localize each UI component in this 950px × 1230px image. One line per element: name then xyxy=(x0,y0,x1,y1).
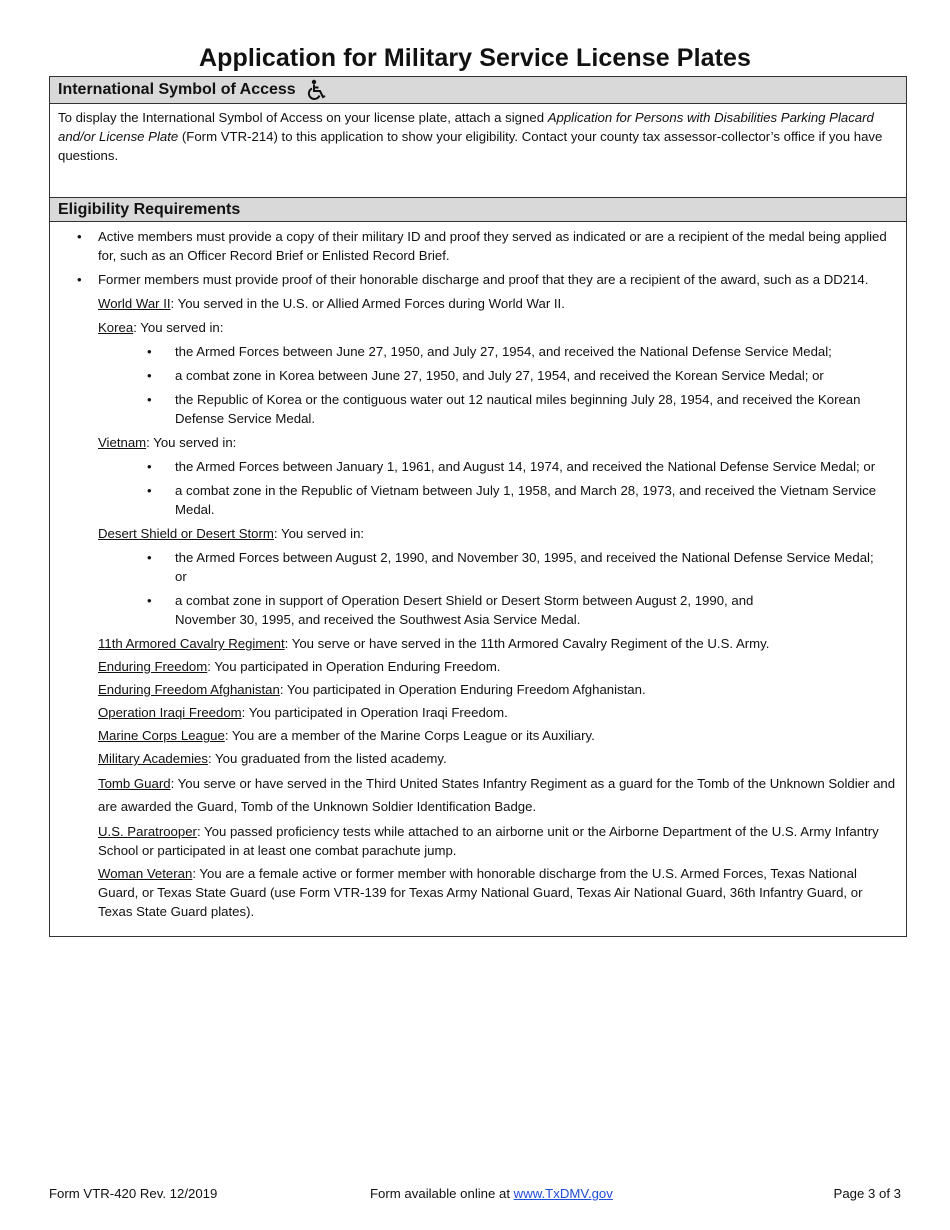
list-item xyxy=(50,591,906,629)
iraqi-label: Operation Iraqi Freedom xyxy=(98,705,242,720)
marine-text: : You are a member of the Marine Corps League or its Auxiliary. xyxy=(224,728,595,743)
paratrooper-paragraph xyxy=(50,822,906,860)
korea-item-2: a combat zone in Korea between June 27, 1950, and July 27, 1954, and received the Korean Service Medal; or xyxy=(175,368,824,383)
academies-paragraph xyxy=(50,749,906,768)
eligibility-bullet-former: Former members must provide proof of their honorable discharge and proof that they are a recipient of the award, such as a DD214. xyxy=(98,272,869,287)
ww2-paragraph xyxy=(50,294,906,313)
tomb-text: : You serve or have served in the Third United States Infantry Regiment as a guard for the Tomb of the Unknown Soldier and are awarded the Guard, Tomb of the Unknown Soldier Identification Badge. xyxy=(98,776,896,814)
list-item xyxy=(50,457,906,476)
access-text-after: (Form VTR-214) to this application to show your eligibility. Contact your county tax assessor-collector’s office if you have questions. xyxy=(58,129,883,163)
bullet-icon: • xyxy=(147,368,152,383)
vietnam-label: Vietnam xyxy=(98,435,147,450)
bullet-icon: • xyxy=(77,272,82,287)
footer-page-number: Page 3 of 3 xyxy=(833,1186,901,1201)
korea-item-3: the Republic of Korea or the contiguous water out 12 nautical miles beginning July 28, 1954, and received the Korean Defense Service Medal. xyxy=(175,392,861,426)
desert-label: Desert Shield or Desert Storm xyxy=(98,526,274,541)
access-instructions xyxy=(50,104,906,197)
list-item xyxy=(50,481,906,519)
korea-label: Korea xyxy=(98,320,134,335)
eligibility-bullet-active: Active members must provide a copy of their military ID and proof they served as indicated or are a recipient of the medal being applied for, such as an Officer Record Brief or Enlisted Record Brief. xyxy=(98,229,887,263)
vietnam-item-2: a combat zone in the Republic of Vietnam between July 1, 1958, and March 28, 1973, and received the Vietnam Service Medal. xyxy=(175,483,877,517)
desert-text: : You served in: xyxy=(273,526,365,541)
footer-online-prefix: Form available online at xyxy=(370,1186,514,1201)
eligibility-content xyxy=(50,222,906,921)
desert-item-1: the Armed Forces between August 2, 1990, and November 30, 1995, and received the National Defense Service Medal; or xyxy=(175,550,874,584)
footer-online xyxy=(370,1186,613,1201)
korea-text: : You served in: xyxy=(133,320,224,335)
cavalry-label: 11th Armored Cavalry Regiment xyxy=(98,636,285,651)
desert-paragraph xyxy=(50,524,906,543)
eligibility-section-header xyxy=(50,197,906,222)
list-item xyxy=(50,390,906,428)
form-panel xyxy=(49,76,907,937)
ww2-text: : You served in the U.S. or Allied Armed Forces during World War II. xyxy=(170,296,565,311)
bullet-icon: • xyxy=(147,593,152,608)
access-form-title: Application for Persons with Disabilities Parking Placard and/or License Plate xyxy=(58,110,874,144)
korea-paragraph xyxy=(50,318,906,337)
footer-form-id: Form VTR-420 Rev. 12/2019 xyxy=(49,1186,218,1201)
bullet-icon: • xyxy=(77,229,82,244)
paratrooper-text: : You passed proficiency tests while attached to an airborne unit or the Airborne Department of the U.S. Army Infantry School or participated in at least one combat parachute jump. xyxy=(98,824,879,858)
list-item xyxy=(50,270,906,289)
academies-label: Military Academies xyxy=(98,751,208,766)
afghanistan-text: : You participated in Operation Enduring Freedom Afghanistan. xyxy=(279,682,646,697)
tomb-paragraph xyxy=(50,772,906,818)
txdmv-link[interactable]: www.TxDMV.gov xyxy=(513,1186,613,1201)
woman-label: Woman Veteran xyxy=(98,866,193,881)
afghanistan-label: Enduring Freedom Afghanistan xyxy=(98,682,280,697)
bullet-icon: • xyxy=(147,392,152,407)
woman-text: : You are a female active or former member with honorable discharge from the U.S. Armed Forces, Texas National Guard, or Texas State Guard (use Form VTR-139 for Texas Army National Guard, Texas Air National Guard, 36th Infantry Guard, or Texas State Guard plates). xyxy=(98,866,863,919)
marine-label: Marine Corps League xyxy=(98,728,225,743)
korea-item-1: the Armed Forces between June 27, 1950, and July 27, 1954, and received the National Defense Service Medal; xyxy=(175,344,832,359)
cavalry-paragraph xyxy=(50,634,906,653)
woman-paragraph xyxy=(50,864,906,921)
access-header-label: International Symbol of Access xyxy=(58,81,296,98)
iraqi-text: : You participated in Operation Iraqi Freedom. xyxy=(241,705,508,720)
bullet-icon: • xyxy=(147,550,152,565)
ww2-label: World War II xyxy=(98,296,171,311)
iraqi-paragraph xyxy=(50,703,906,722)
enduring-paragraph xyxy=(50,657,906,676)
enduring-label: Enduring Freedom xyxy=(98,659,208,674)
tomb-label: Tomb Guard xyxy=(98,776,171,791)
paratrooper-label: U.S. Paratrooper xyxy=(98,824,197,839)
access-section-header xyxy=(50,77,906,104)
list-item xyxy=(50,548,906,586)
page-title: Application for Military Service License Plates xyxy=(198,44,752,72)
bullet-icon: • xyxy=(147,344,152,359)
list-item xyxy=(50,366,906,385)
vietnam-paragraph xyxy=(50,433,906,452)
list-item xyxy=(50,342,906,361)
eligibility-header-label: Eligibility Requirements xyxy=(58,200,241,218)
vietnam-item-1: the Armed Forces between January 1, 1961, and August 14, 1974, and received the National Defense Service Medal; or xyxy=(175,459,876,474)
wheelchair-accessibility-icon xyxy=(306,79,328,101)
academies-text: : You graduated from the listed academy. xyxy=(207,751,447,766)
afghanistan-paragraph xyxy=(50,680,906,699)
desert-item-2: a combat zone in support of Operation Desert Shield or Desert Storm between August 2, 1990, and November 30, 1995, and received the Southwest Asia Service Medal. xyxy=(175,593,754,627)
vietnam-text: : You served in: xyxy=(146,435,237,450)
access-text-before: To display the International Symbol of Access on your license plate, attach a signed xyxy=(58,110,548,125)
bullet-icon: • xyxy=(147,483,152,498)
bullet-icon: • xyxy=(147,459,152,474)
enduring-text: : You participated in Operation Enduring Freedom. xyxy=(207,659,501,674)
cavalry-text: : You serve or have served in the 11th Armored Cavalry Regiment of the U.S. Army. xyxy=(284,636,770,651)
marine-paragraph xyxy=(50,726,906,745)
list-item xyxy=(50,227,906,265)
